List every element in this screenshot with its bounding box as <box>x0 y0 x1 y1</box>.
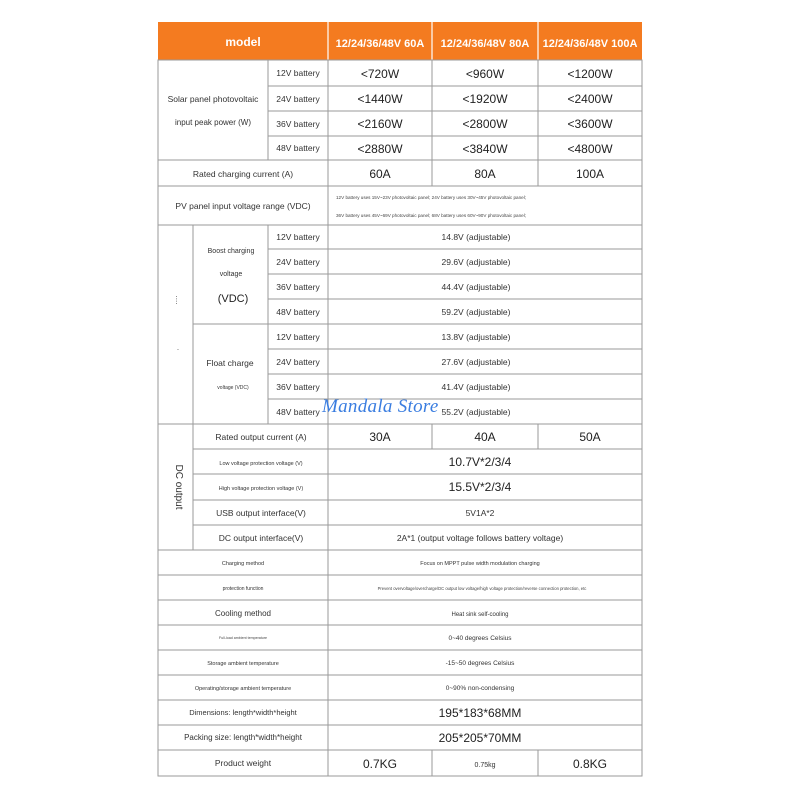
boost-value-36v: 44.4V (adjustable) <box>441 282 511 292</box>
dc-interface-label: DC output interface(V) <box>218 533 304 543</box>
storage-temp-value: -15~50 degrees Celsius <box>445 660 515 667</box>
table-grid <box>158 60 642 776</box>
dc-interface-value: 2A*1 (output voltage follows battery voltage) <box>396 533 564 543</box>
dc-rated-output-50a: 50A <box>579 430 601 444</box>
float-battery-36v: 36V battery <box>276 382 320 392</box>
dc-high-voltage-label: High voltage protection voltage (V) <box>218 486 304 492</box>
header-model-60a: 12/24/36/48V 60A <box>335 38 425 50</box>
pv-range-line1: 12V battery uses 15V~23V photovoltaic panel; 24V battery uses 30V~45V photovoltaic panel; <box>336 195 527 200</box>
operating-humidity-value: 0~90% non-condensing <box>445 685 515 692</box>
charging-method-label: Charging method <box>221 561 265 567</box>
float-value-24v: 27.6V (adjustable) <box>441 357 511 367</box>
boost-battery-24v: 24V battery <box>276 257 320 267</box>
solar-battery-48v: 48V battery <box>276 143 320 153</box>
solar-36v-100a: <3600W <box>567 117 613 131</box>
cooling-method-value: Heat sink self-cooling <box>451 612 509 618</box>
header-model-100a: 12/24/36/48V 100A <box>542 38 638 50</box>
dc-usb-label: USB output interface(V) <box>216 508 306 518</box>
product-weight-80a: 0.75kg <box>474 762 496 769</box>
dc-rated-output-40a: 40A <box>474 430 496 444</box>
watermark: Mandala Store <box>322 396 439 417</box>
float-battery-48v: 48V battery <box>276 407 320 417</box>
charging-side-dot: . <box>176 343 180 352</box>
charging-method-value: Focus on MPPT pulse width modulation charging <box>420 561 540 567</box>
dc-low-voltage-value: 10.7V*2/3/4 <box>448 455 512 469</box>
boost-battery-48v: 48V battery <box>276 307 320 317</box>
storage-temp-label: Storage ambient temperature <box>207 661 279 667</box>
float-value-36v: 41.4V (adjustable) <box>441 382 511 392</box>
solar-48v-60a: <2880W <box>357 142 403 156</box>
operating-humidity-label: Operating/storage ambient temperature <box>194 686 292 692</box>
header-model-label: model <box>225 35 261 49</box>
packing-size-label: Packing size: length*width*height <box>184 733 302 742</box>
dc-rated-output-label: Rated output current (A) <box>215 432 307 442</box>
dimensions-value: 195*183*68MM <box>438 706 522 720</box>
solar-label-line2: input peak power (W) <box>174 118 252 127</box>
solar-24v-80a: <1920W <box>462 92 508 106</box>
solar-24v-100a: <2400W <box>567 92 613 106</box>
rated-current-label: Rated charging current (A) <box>192 169 294 179</box>
cooling-method-label: Cooling method <box>214 609 272 618</box>
dc-usb-value: 5V1A*2 <box>465 508 495 518</box>
float-label: Float charge <box>206 358 254 368</box>
header-model-80a: 12/24/36/48V 80A <box>440 38 530 50</box>
boost-value-12v: 14.8V (adjustable) <box>441 232 511 242</box>
product-weight-label: Product weight <box>214 758 272 768</box>
rated-current-60a: 60A <box>369 167 391 181</box>
boost-value-24v: 29.6V (adjustable) <box>441 257 511 267</box>
pv-range-label: PV panel input voltage range (VDC) <box>175 201 311 211</box>
float-value-12v: 13.8V (adjustable) <box>441 332 511 342</box>
rated-current-100a: 100A <box>575 167 605 181</box>
packing-size-value: 205*205*70MM <box>438 731 522 745</box>
solar-battery-36v: 36V battery <box>276 119 320 129</box>
solar-battery-24v: 24V battery <box>276 94 320 104</box>
solar-12v-60a: <720W <box>360 67 400 81</box>
dc-output-label: DC output <box>173 464 184 510</box>
solar-48v-100a: <4800W <box>567 142 613 156</box>
solar-12v-80a: <960W <box>465 67 505 81</box>
pv-range-line2: 36V battery uses 45V~69V photovoltaic panel; 68V battery uses 60V~90V photovoltaic panel; <box>336 213 527 218</box>
solar-36v-80a: <2800W <box>462 117 508 131</box>
solar-24v-60a: <1440W <box>357 92 403 106</box>
float-battery-12v: 12V battery <box>276 332 320 342</box>
solar-battery-12v: 12V battery <box>276 68 320 78</box>
boost-label-line2: voltage <box>219 271 243 278</box>
boost-unit: (VDC) <box>217 293 249 305</box>
float-sublabel: voltage (VDC) <box>217 385 249 391</box>
full-load-temp-value: 0~40 degrees Celsius <box>448 635 512 642</box>
boost-value-48v: 59.2V (adjustable) <box>441 307 511 317</box>
float-value-48v: 55.2V (adjustable) <box>441 407 511 417</box>
dc-low-voltage-label: Low voltage protection voltage (V) <box>219 461 303 467</box>
dimensions-label: Dimensions: length*width*height <box>189 708 297 717</box>
charging-side-label: .... <box>174 295 183 305</box>
full-load-temp-label: Full-load ambient temperature <box>219 636 267 640</box>
product-weight-60a: 0.7KG <box>362 757 398 771</box>
boost-battery-12v: 12V battery <box>276 232 320 242</box>
dc-high-voltage-value: 15.5V*2/3/4 <box>448 480 512 494</box>
solar-12v-100a: <1200W <box>567 67 613 81</box>
product-weight-100a: 0.8KG <box>572 757 608 771</box>
dc-rated-output-30a: 30A <box>369 430 391 444</box>
solar-label-line1: Solar panel photovoltaic <box>167 94 259 104</box>
boost-battery-36v: 36V battery <box>276 282 320 292</box>
protection-function-label: protection function <box>222 586 264 592</box>
solar-48v-80a: <3840W <box>462 142 508 156</box>
boost-label-line1: Boost charging <box>207 248 255 255</box>
float-battery-24v: 24V battery <box>276 357 320 367</box>
protection-function-value: Prevent overvoltage/overcharge/DC output low voltage/high voltage protection/reverse connection protection, etc <box>377 586 587 591</box>
rated-current-80a: 80A <box>474 167 496 181</box>
solar-36v-60a: <2160W <box>357 117 403 131</box>
